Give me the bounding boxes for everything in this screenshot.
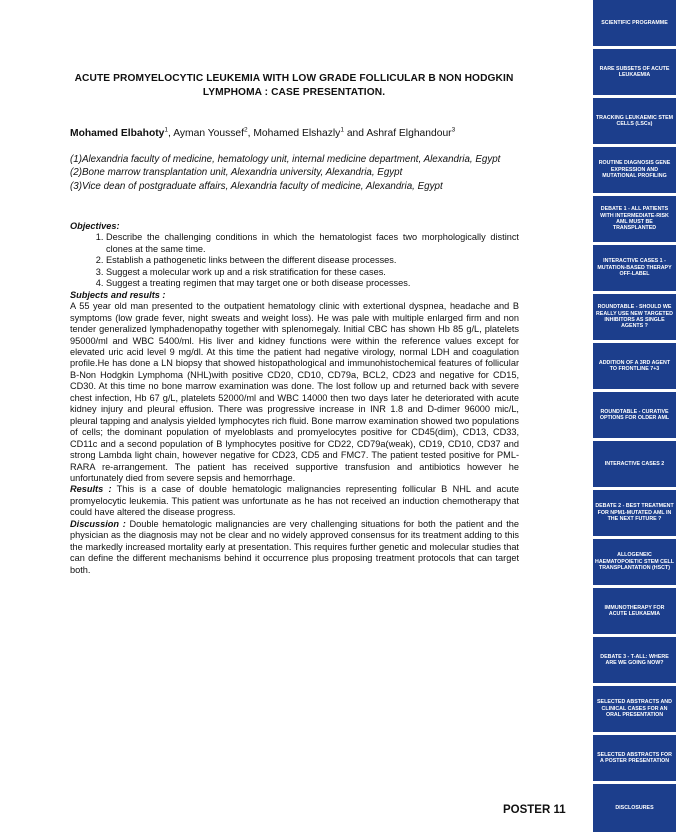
objectives-list — [70, 232, 519, 289]
author-affiliation-mark: 2 — [243, 126, 248, 134]
results-paragraph — [70, 484, 519, 518]
objective-item: 3. Suggest a molecular work up and a risk stratification for these cases. — [106, 267, 519, 278]
sidebar-item-oral-abstracts[interactable]: SELECTED ABSTRACTS AND CLINICAL CASES FOR AN ORAL PRESENTATION — [593, 686, 676, 732]
sidebar-item-debate-3[interactable]: DEBATE 3 - T-ALL: WHERE ARE WE GOING NOW? — [593, 637, 676, 683]
author-affiliation-mark: 1 — [164, 126, 169, 134]
sidebar-item-immunotherapy[interactable]: IMMUNOTHERAPY FOR ACUTE LEUKAEMIA — [593, 588, 676, 634]
sidebar-item-rare-subsets[interactable]: RARE SUBSETS OF ACUTE LEUKAEMIA — [593, 49, 676, 95]
sidebar-item-roundtable-older-aml[interactable]: ROUNDTABLE - CURATIVE OPTIONS FOR OLDER AML — [593, 392, 676, 438]
results-text: This is a case of double hematologic malignancies representing follicular B NHL and acute promyelocytic leukemia. This patient was unfortunate as he has not received an induction chemotherapy that could have altered the disease progress. — [70, 484, 519, 518]
objective-item: 4. Suggest a treating regimen that may target one or both disease processes. — [106, 278, 519, 289]
results-heading: Results : — [70, 484, 112, 495]
author-list — [70, 127, 530, 140]
affiliation-list — [70, 153, 530, 193]
sidebar-item-interactive-cases-1[interactable]: INTERACTIVE CASES 1 - MUTATION-BASED THERAPY OFF-LABEL — [593, 245, 676, 291]
sidebar-item-debate-1[interactable]: DEBATE 1 - ALL PATIENTS WITH INTERMEDIATE-RISK AML MUST BE TRANSPLANTED — [593, 196, 676, 242]
abstract-body — [70, 221, 519, 576]
sidebar-item-debate-2[interactable]: DEBATE 2 - BEST TREATMENT FOR NPM1-MUTATED AML IN THE NEXT FUTURE ? — [593, 490, 676, 536]
affiliation: (1)Alexandria faculty of medicine, hematology unit, internal medicine department, Alexandria, Egypt — [70, 154, 501, 165]
objectives-heading: Objectives: — [70, 221, 120, 231]
abstract-title: ACUTE PROMYELOCYTIC LEUKEMIA WITH LOW GRADE FOLLICULAR B NON HODGKIN LYMPHOMA : CASE PRESENTATION. — [74, 73, 514, 98]
author-affiliation-mark: 3 — [451, 126, 456, 134]
affiliation: (2)Bone marrow transplantation unit, Alexandria university, Alexandria, Egypt — [70, 167, 403, 179]
author-separator: , — [168, 128, 174, 139]
author-name: Mohamed Elbahoty — [70, 128, 165, 139]
sidebar-item-third-agent[interactable]: ADDITION OF A 3RD AGENT TO FRONTLINE 7+3 — [593, 343, 676, 389]
sidebar-item-interactive-cases-2[interactable]: INTERACTIVE CASES 2 — [593, 441, 676, 487]
subjects-heading: Subjects and results : — [70, 289, 166, 300]
objective-item: 2. Establish a pathogenetic links between the different disease processes. — [106, 255, 519, 266]
author-separator: , — [247, 128, 254, 139]
author-name: Ayman Youssef — [173, 128, 244, 139]
sidebar-item-disclosures[interactable]: DISCLOSURES — [593, 784, 676, 832]
discussion-heading: Discussion : — [70, 518, 126, 529]
sidebar-item-poster-abstracts[interactable]: SELECTED ABSTRACTS FOR A POSTER PRESENTATION — [593, 735, 676, 781]
objective-item: 1. Describe the challenging conditions in which the hematologist faces two morphologically distinct clones at the same time. — [106, 232, 519, 255]
discussion-paragraph — [70, 519, 519, 576]
author-name: Mohamed Elshazly — [253, 128, 341, 139]
author-name: Ashraf Elghandour — [366, 128, 452, 139]
sidebar-item-allogeneic-hsct[interactable]: ALLOGENEIC HAEMATOPOIETIC STEM CELL TRANSPLANTATION (HSCT) — [593, 539, 676, 585]
author-separator: and — [343, 128, 367, 139]
sidebar-nav — [593, 0, 676, 832]
sidebar-item-scientific-programme[interactable]: SCIENTIFIC PROGRAMME — [593, 0, 676, 46]
sidebar-item-roundtable-targeted[interactable]: ROUNDTABLE - SHOULD WE REALLY USE NEW TARGETED INHIBITORS AS SINGLE AGENTS ? — [593, 294, 676, 340]
author-affiliation-mark: 1 — [340, 126, 344, 134]
discussion-text: Double hematologic malignancies are very challenging situations for both the patient and the physician as the diagnosis may not be clear and no widely approved consensus for its treatment adding to this the markedly increased mortality early at presentation. This requires further genetic and molecular studies that can define the different mechanisms behind it occurrence plus proposing treatment protocols that can target both. — [70, 518, 519, 575]
sidebar-item-tracking-lsc[interactable]: TRACKING LEUKAEMIC STEM CELLS (LSCs) — [593, 98, 676, 144]
poster-label: POSTER 11 — [503, 804, 566, 816]
subjects-text: A 55 year old man presented to the outpatient hematology clinic with extertional dyspnea, headache and B symptoms (low grade fever, night sweats and weight loss). He was pale with multiple enlarged firm and non tender generalized lymphadenopathy together with splenomegaly. Initial CBC has shown Hb 85 g/L, platelets 95000/ml and WBC 5400/ml. His liver and kidney functions were within the reference values except for elevated uric acid level 9 mg/dl. At this time the patient had negative virology, normal LDH and coagulation profile.He has done a LN biopsy that showed histopathological and immunohistochemical features of follicular B-Non Hodgkin Lymphoma (NHL)with positive CD20, CD10, CD79a, BCL2, CD23 and negative for CD15, CD30. At this time no bone marrow examination was done. The lost follow up and returned back with severe chest infection, Hb 67 g/L, platelets 52000/ml and WBC 14000 then two days later he deteriorated with acute kidney injury and pleural effusion. There was progressive increase in INR 1.8 and D-dimer 96000 mic/L, pleural tapping and analysis yielded lymphocytes rich fluid. Bone marrow examination showed two populations of cells; the dominant population of myeloblasts and promyelocytes positive for CD45(dim), CD13, CD33, CD11c and a second population of B lymphocytes positive for CD22, CD79a(weak), CD19, CD10, CD37 and strong Lambda light chain, however negative for CD23, CD5 and FMC7. The patient tested positive for PML-RARA re-arrangement. The patient has received supportive transfusion and antibiotics however he unfortunately died from severe sepsis and hemorrhage. — [70, 301, 519, 483]
affiliation: (3)Vice dean of postgraduate affairs, Alexandria faculty of medicine, Alexandria, Egypt — [70, 180, 443, 192]
sidebar-item-routine-diagnosis[interactable]: ROUTINE DIAGNOSIS GENE EXPRESSION AND MUTATIONAL PROFILING — [593, 147, 676, 193]
